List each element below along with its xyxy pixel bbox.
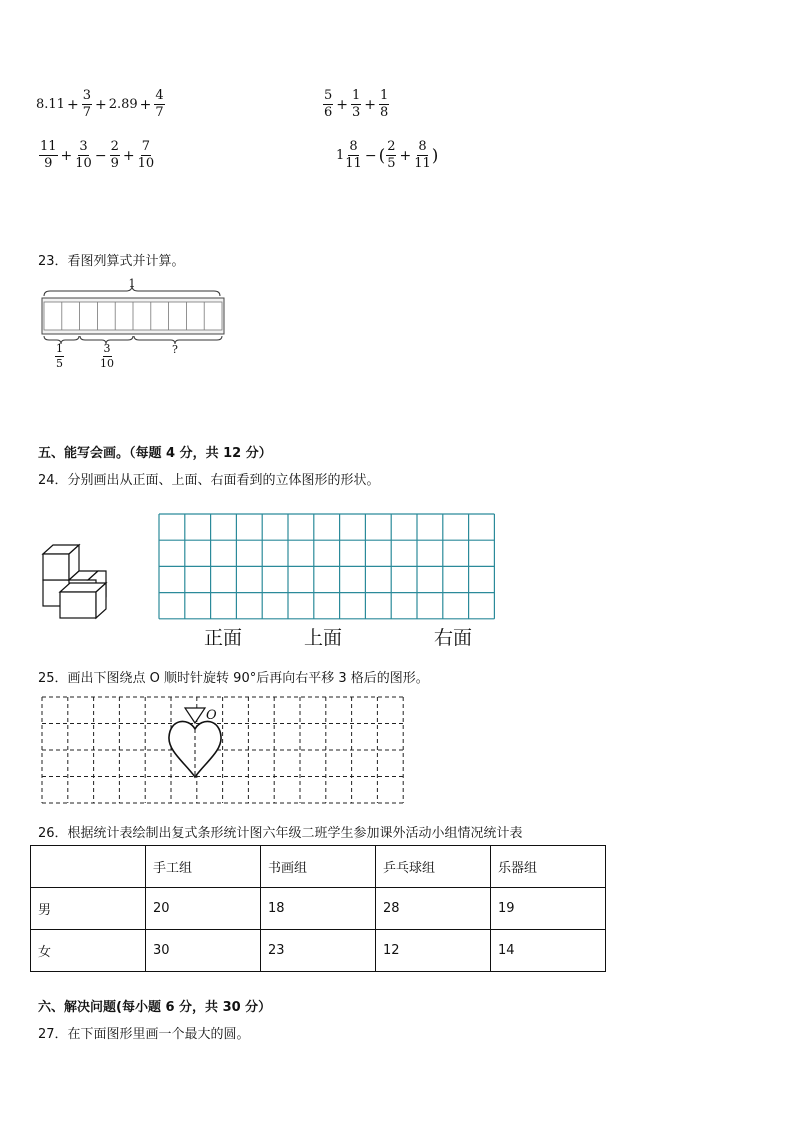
expression-2: [322, 89, 390, 120]
minus-sign: −: [364, 147, 377, 164]
question-24-title: 24．分别画出从正面、上面、右面看到的立体图形的形状。: [38, 473, 380, 488]
segment2-fraction: $\frac{3}{10}$: [100, 342, 114, 370]
cube-stack-figure: [40, 540, 110, 620]
question-25-title: 25．画出下图绕点 O 顺时针旋转 90°后再向右平移 3 格后的图形。: [38, 671, 429, 686]
cube-front: [60, 592, 96, 618]
fraction: $\frac{4}{7}$: [155, 88, 164, 120]
fraction: $\frac{3}{10}$: [75, 139, 92, 171]
table-cell: 书画组: [261, 846, 376, 888]
plus-sign: +: [66, 96, 79, 113]
unknown-segment-label: ?: [172, 343, 178, 356]
table-row: [31, 930, 606, 972]
table-cell: 23: [261, 930, 376, 972]
number: 2.89: [108, 97, 138, 112]
table-cell: 男: [31, 888, 146, 930]
dashed-grid[interactable]: [40, 695, 406, 807]
drawing-grid[interactable]: [158, 513, 496, 620]
pivot-triangle: [185, 708, 205, 723]
fraction: $\frac{2}{5}$: [387, 139, 396, 171]
expression-1: [36, 89, 166, 120]
expression-3: [38, 140, 155, 171]
table-cell: 19: [491, 888, 606, 930]
fraction: $\frac{1}{8}$: [380, 88, 389, 120]
stats-table: [30, 845, 606, 972]
question-26-title: 26．根据统计表绘制出复式条形统计图六年级二班学生参加课外活动小组情况统计表: [38, 826, 523, 841]
plus-sign: +: [122, 147, 135, 164]
left-paren: (: [378, 145, 386, 166]
total-label: 1: [128, 277, 136, 290]
table-header-row: [31, 846, 606, 888]
fraction: $\frac{7}{10}$: [137, 139, 155, 171]
table-cell: 手工组: [146, 846, 261, 888]
plus-sign: +: [364, 96, 377, 113]
plus-sign: +: [94, 96, 107, 113]
table-cell: 28: [376, 888, 491, 930]
table-row: [31, 888, 606, 930]
section-6-title: 六、解决问题(每小题 6 分，共 30 分）: [38, 1000, 272, 1015]
plus-sign: +: [139, 96, 152, 113]
table-cell: 18: [261, 888, 376, 930]
number: 8.11: [36, 97, 65, 112]
fraction: $\frac{8}{11}$: [345, 139, 362, 171]
cube-top: [43, 554, 69, 580]
table-cell: 乒乓球组: [376, 846, 491, 888]
question-27-title: 27．在下面图形里画一个最大的圆。: [38, 1027, 250, 1042]
fraction: $\frac{11}{9}$: [40, 139, 57, 171]
point-o-label: O: [206, 708, 217, 723]
segment1-fraction: $\frac{1}{5}$: [56, 342, 63, 370]
minus-sign: −: [94, 147, 107, 164]
fraction: $\frac{1}{3}$: [352, 88, 361, 120]
fraction: $\frac{5}{6}$: [324, 88, 333, 120]
whole-number: 1: [336, 148, 345, 163]
section-5-title: 五、能写会画。（每题 4 分，共 12 分）: [38, 446, 272, 461]
right-view-label: 右面: [434, 627, 473, 649]
table-cell: 女: [31, 930, 146, 972]
fraction: $\frac{2}{9}$: [110, 139, 119, 171]
table-cell: 14: [491, 930, 606, 972]
right-paren: ): [431, 145, 439, 166]
plus-sign: +: [336, 96, 349, 113]
top-view-label: 上面: [304, 627, 343, 649]
fraction: $\frac{3}{7}$: [82, 88, 91, 120]
table-cell: 12: [376, 930, 491, 972]
table-cell: [31, 846, 146, 888]
table-cell: 乐器组: [491, 846, 606, 888]
question-23-title: 23．看图列算式并计算。: [38, 254, 185, 269]
expression-4: [336, 140, 438, 171]
brace-seg3: [134, 336, 222, 344]
bar-diagram: [38, 276, 238, 376]
table-cell: 20: [146, 888, 261, 930]
front-view-label: 正面: [204, 627, 243, 649]
plus-sign: +: [60, 147, 73, 164]
table-cell: 30: [146, 930, 261, 972]
plus-sign: +: [399, 147, 412, 164]
fraction: $\frac{8}{11}$: [414, 139, 431, 171]
